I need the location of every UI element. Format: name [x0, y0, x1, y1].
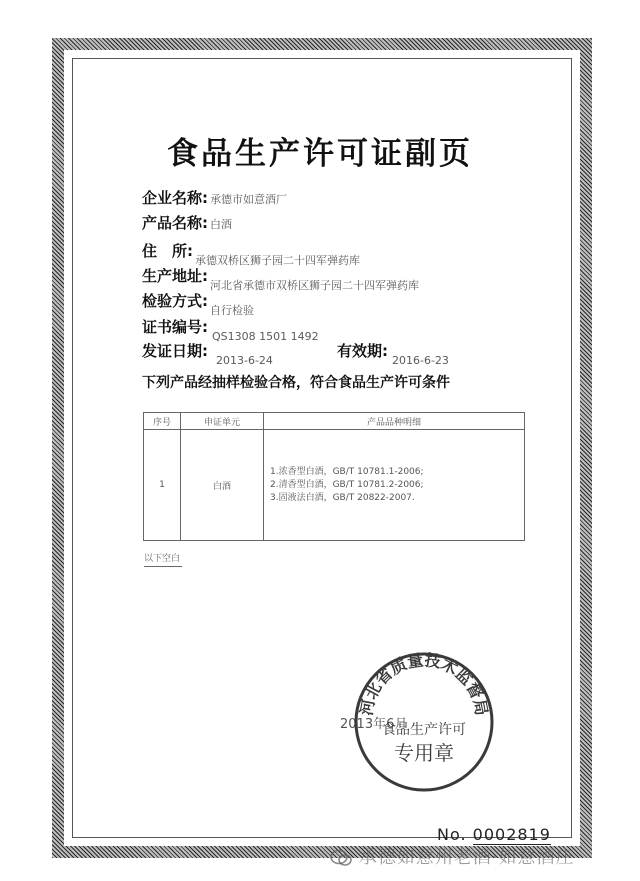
product-row: [142, 212, 232, 233]
end-note: 以下空白: [144, 551, 182, 567]
valid-until-label: 有效期:: [337, 342, 388, 360]
variety-item: 2.清香型白酒，GB/T 10781.2-2006;: [270, 479, 424, 490]
address-label: 住 所:: [142, 242, 193, 260]
document-title: 食品生产许可证副页: [167, 136, 473, 172]
table-row: [144, 430, 525, 541]
product-label: 产品名称:: [142, 214, 208, 232]
inspection-label: 检验方式:: [142, 292, 208, 310]
inspection-value: 自行检验: [210, 304, 254, 317]
seal-center-text: 专用章: [394, 741, 454, 765]
watermark: [330, 843, 574, 869]
header-varieties: 产品品种明细: [264, 413, 525, 430]
certificate-no-row: [142, 316, 319, 343]
certificate-no-value: QS1308 1501 1492: [212, 330, 319, 343]
production-site-value: 河北省承德市双桥区狮子园二十四军弹药库: [210, 279, 419, 292]
seal-arc-text: 河北省质量技术监督局: [356, 650, 492, 717]
address-row: [142, 240, 360, 267]
product-table: [143, 412, 525, 541]
production-site-row: [142, 265, 419, 292]
company-value: 承德市如意酒厂: [210, 193, 287, 206]
company-label: 企业名称:: [142, 189, 208, 207]
row-varieties: [264, 430, 525, 541]
serial-value: 0002819: [472, 825, 551, 844]
certificate-no-label: 证书编号:: [142, 318, 208, 336]
address-value: 承德双桥区狮子园二十四军弹药库: [195, 254, 360, 267]
seal-inner-text: 食品生产许可: [382, 722, 466, 738]
company-row: [142, 187, 287, 208]
table-header-row: [144, 413, 525, 430]
serial-number: [437, 825, 551, 844]
valid-until-value: 2016-6-23: [392, 354, 449, 367]
production-site-label: 生产地址:: [142, 267, 208, 285]
stamp-date: 2013年6月: [340, 717, 408, 732]
header-unit: 申证单元: [181, 413, 264, 430]
issue-date-value: 2013-6-24: [216, 354, 273, 367]
issue-date-row: [142, 340, 273, 367]
qualification-statement: 下列产品经抽样检验合格，符合食品生产许可条件: [142, 375, 450, 391]
issue-date-label: 发证日期:: [142, 342, 208, 360]
serial-prefix: No.: [437, 825, 467, 844]
row-no: 1: [144, 430, 181, 541]
variety-item: 1.浓香型白酒，GB/T 10781.1-2006;: [270, 466, 424, 477]
valid-until-row: [337, 340, 449, 367]
row-unit: 白酒: [181, 430, 264, 541]
official-seal: [350, 648, 498, 796]
inspection-row: [142, 290, 254, 317]
watermark-text: 承德如意州老酒·如意酒庄: [358, 847, 575, 868]
product-value: 白酒: [210, 218, 232, 231]
wechat-icon: [330, 849, 352, 867]
header-no: 序号: [144, 413, 181, 430]
variety-item: 3.固液法白酒，GB/T 20822-2007.: [270, 492, 415, 503]
